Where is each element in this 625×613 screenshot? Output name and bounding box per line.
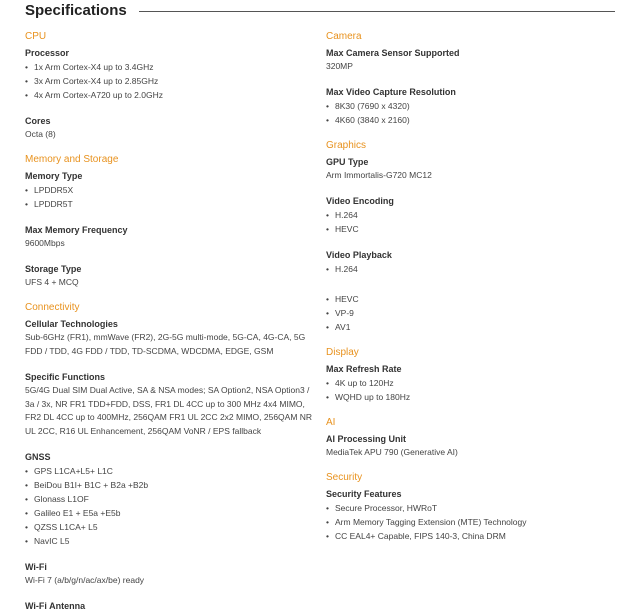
gpu-type-value: Arm Immortalis-G720 MC12 <box>326 170 432 180</box>
refresh-rate-list <box>326 376 621 404</box>
list-item: • BeiDou B1I+ B1C + B2a +B2b <box>25 478 315 492</box>
list-item: • 8K30 (7690 x 4320) <box>326 99 621 113</box>
processor-list <box>25 60 315 102</box>
video-playback-label: Video Playback <box>326 250 392 260</box>
video-capture-list <box>326 99 621 127</box>
wifi-value: Wi-Fi 7 (a/b/g/n/ac/ax/be) ready <box>25 575 145 585</box>
video-encoding-label: Video Encoding <box>326 196 394 206</box>
gnss-label: GNSS <box>25 452 51 462</box>
list-item: • LPDDR5T <box>25 197 315 211</box>
security-section-title: Security <box>326 472 363 483</box>
header-divider <box>139 11 615 12</box>
memory-section-title: Memory and Storage <box>25 154 119 165</box>
list-item: • H.264 <box>326 208 621 222</box>
memory-frequency-value: 9600Mbps <box>25 238 65 248</box>
display-section-title: Display <box>326 347 359 358</box>
ai-unit-value: MediaTek APU 790 (Generative AI) <box>326 447 458 457</box>
video-capture-label: Max Video Capture Resolution <box>326 87 456 97</box>
camera-section-title: Camera <box>326 31 362 42</box>
list-item: • VP-9 <box>326 306 621 320</box>
memory-type-label: Memory Type <box>25 171 83 181</box>
cores-label: Cores <box>25 116 51 126</box>
security-features-list <box>326 501 621 543</box>
list-item: • Glonass L1OF <box>25 492 315 506</box>
list-item: • QZSS L1CA+ L5 <box>25 520 315 534</box>
gnss-list <box>25 464 315 548</box>
page-title: Specifications <box>25 1 127 19</box>
memory-type-list <box>25 183 315 211</box>
list-item: • WQHD up to 180Hz <box>326 390 621 404</box>
camera-sensor-value: 320MP <box>326 61 353 71</box>
processor-label: Processor <box>25 48 70 58</box>
list-item: • Arm Memory Tagging Extension (MTE) Technology <box>326 515 621 529</box>
video-playback-list-b <box>326 292 621 334</box>
ai-section-title: AI <box>326 417 336 428</box>
list-item: • H.264 <box>326 262 621 276</box>
wifi-label: Wi-Fi <box>25 562 47 572</box>
list-item: • 4K up to 120Hz <box>326 376 621 390</box>
cores-value: Octa (8) <box>25 129 56 139</box>
gpu-type-label: GPU Type <box>326 157 369 167</box>
list-item: • CC EAL4+ Capable, FIPS 140-3, China DRM <box>326 529 621 543</box>
storage-type-value: UFS 4 + MCQ <box>25 277 79 287</box>
camera-sensor-label: Max Camera Sensor Supported <box>326 48 460 58</box>
left-column <box>25 30 315 613</box>
list-item: • 3x Arm Cortex-X4 up to 2.85GHz <box>25 74 315 88</box>
wifi-antenna-label: Wi-Fi Antenna <box>25 601 86 611</box>
refresh-rate-label: Max Refresh Rate <box>326 364 402 374</box>
ai-unit-label: AI Processing Unit <box>326 434 407 444</box>
list-item: • Secure Processor, HWRoT <box>326 501 621 515</box>
list-item: • 4x Arm Cortex-A720 up to 2.0GHz <box>25 88 315 102</box>
video-playback-list-a <box>326 262 621 276</box>
security-features-label: Security Features <box>326 489 402 499</box>
cpu-section-title: CPU <box>25 31 47 42</box>
list-item: • Galileo E1 + E5a +E5b <box>25 506 315 520</box>
storage-type-label: Storage Type <box>25 264 82 274</box>
video-encoding-list <box>326 208 621 236</box>
specifications-header <box>25 0 615 20</box>
specific-functions-label: Specific Functions <box>25 372 106 382</box>
list-item: • HEVC <box>326 222 621 236</box>
list-item: • LPDDR5X <box>25 183 315 197</box>
cellular-value: Sub-6GHz (FR1), mmWave (FR2), 2G-5G multi-mode, 5G-CA, 4G-CA, 5G FDD / TDD, 4G FDD / TDD, TD-SCDMA, WDCDMA, EDGE, GSM <box>25 332 306 356</box>
list-item: • 4K60 (3840 x 2160) <box>326 113 621 127</box>
list-item: • HEVC <box>326 292 621 306</box>
specific-functions-value: 5G/4G Dual SIM Dual Active, SA & NSA modes; SA Option2, NSA Option3 / 3a / 3x, NR FR1 TDD+FDD, DSS, FR1 DL 4CC up to 300 MHz 4x4 MIMO, FR2 DL 4CC up to 400MHz, 256QAM FR1 UL 2CC 2x2 MIMO, 256QAM NR UL 2CC, R16 UL Enhancement, 256QAM VoNR / EPS fallback <box>25 385 313 436</box>
list-item: • GPS L1CA+L5+ L1C <box>25 464 315 478</box>
list-item: • AV1 <box>326 320 621 334</box>
cellular-label: Cellular Technologies <box>25 319 118 329</box>
right-column <box>326 30 621 543</box>
list-item: • 1x Arm Cortex-X4 up to 3.4GHz <box>25 60 315 74</box>
connectivity-section-title: Connectivity <box>25 302 80 313</box>
memory-frequency-label: Max Memory Frequency <box>25 225 128 235</box>
list-item: • NavIC L5 <box>25 534 315 548</box>
graphics-section-title: Graphics <box>326 140 367 151</box>
